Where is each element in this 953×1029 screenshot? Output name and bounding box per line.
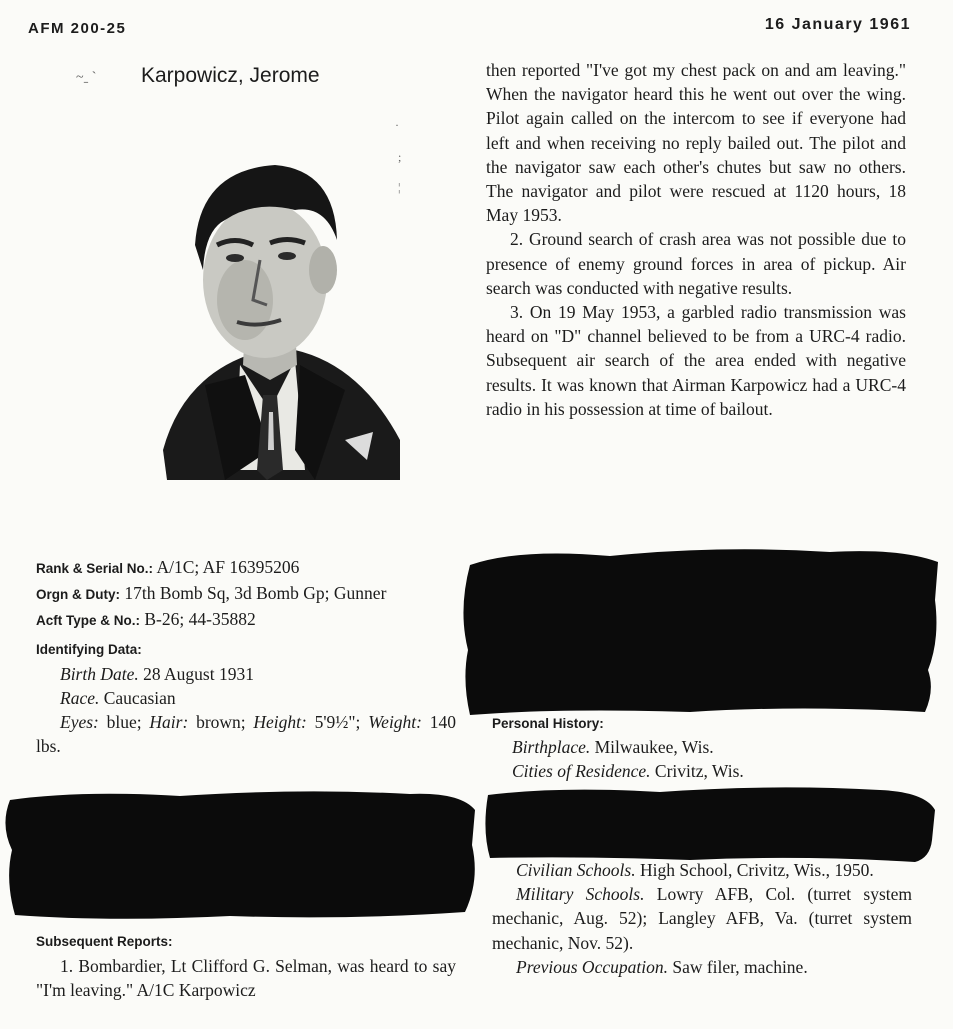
organization-duty-label: Orgn & Duty: xyxy=(36,587,120,603)
stray-mark: ; xyxy=(398,150,402,164)
organization-duty-value: 17th Bomb Sq, 3d Bomb Gp; Gunner xyxy=(124,583,387,604)
cities-label: Cities of Residence. xyxy=(512,761,651,782)
birthplace-value: Milwaukee, Wis. xyxy=(594,737,714,757)
report-paragraph-1: 1. Bombardier, Lt Clifford G. Selman, was heard to say "I'm leaving." A/1C Karpowicz xyxy=(36,956,456,1001)
military-schools-value: Lowry AFB, Col. (turret system mechanic, Aug. 52); Langley AFB, Va. (turret system mechanic, Nov. 52). xyxy=(492,884,913,953)
previous-occupation-value: Saw filer, machine. xyxy=(672,956,808,977)
weight-value: 140 lbs. xyxy=(36,712,457,757)
document-date: 16 January 1961 xyxy=(764,16,911,33)
rank-serial-value: A/1C; AF 16395206 xyxy=(156,557,300,577)
identifying-data-heading: Identifying Data: xyxy=(36,641,142,657)
aircraft-number: 44-35882 xyxy=(188,609,256,630)
birthplace-label: Birthplace. xyxy=(512,737,591,757)
rank-serial-label: Rank & Serial No.: xyxy=(36,561,154,576)
eyes-value: blue; xyxy=(106,712,142,733)
civilian-schools-label: Civilian Schools. xyxy=(516,860,636,880)
stray-mark: ~ˍ ˋ xyxy=(76,70,97,85)
aircraft-label: Acft Type & No.: xyxy=(36,613,140,629)
redaction-block xyxy=(463,549,938,715)
eyes-label: Eyes: xyxy=(60,712,99,733)
stray-mark: ¦ xyxy=(398,180,401,194)
hair-label: Hair: xyxy=(149,712,189,733)
birth-date-label: Birth Date. xyxy=(60,663,139,684)
stray-mark: · xyxy=(395,118,399,132)
cities-value: Crivitz, Wis. xyxy=(654,761,744,782)
race-value: Caucasian xyxy=(103,688,176,709)
personal-history-heading: Personal History: xyxy=(492,716,604,731)
redaction-block xyxy=(5,791,475,918)
hair-value: brown; xyxy=(196,712,246,733)
military-schools-label: Military Schools. xyxy=(516,884,645,905)
previous-occupation-label: Previous Occupation. xyxy=(516,956,668,977)
race-label: Race. xyxy=(60,688,100,709)
narrative-paragraph-2: 2. Ground search of crash area was not possible due to presence of enemy ground forces in area of pickup. Air search was conducted with negative results. xyxy=(486,229,906,298)
birth-date-value: 28 August 1931 xyxy=(143,663,254,684)
subsequent-reports-heading: Subsequent Reports: xyxy=(36,934,173,949)
civilian-schools-value: High School, Crivitz, Wis., 1950. xyxy=(639,860,874,880)
narrative-paragraph-3: 3. On 19 May 1953, a garbled radio transmission was heard on "D" channel believed to be from a URC-4 radio. Subsequent air search of the area ended with negative results. It was known that Airman Karpowicz had a URC-4 radio in his possession at time of bailout. xyxy=(486,302,906,419)
weight-label: Weight: xyxy=(368,712,422,733)
aircraft-type: B-26; xyxy=(144,609,185,630)
redaction-block xyxy=(485,787,935,862)
height-value: 5'9½"; xyxy=(314,712,361,733)
form-number: AFM 200-25 xyxy=(28,20,127,37)
narrative-paragraph-1: then reported "I've got my chest pack on and am leaving." When the navigator heard this he went out over the wing. Pilot again called on the intercom to see if everyone had left and when receiving no reply bailed out. The pilot and the navigator saw each other's chutes but saw no others. The navigator and pilot were rescued at 1120 hours, 18 May 1953. xyxy=(486,60,906,226)
height-label: Height: xyxy=(253,712,307,733)
subject-name: Karpowicz, Jerome xyxy=(141,64,320,87)
